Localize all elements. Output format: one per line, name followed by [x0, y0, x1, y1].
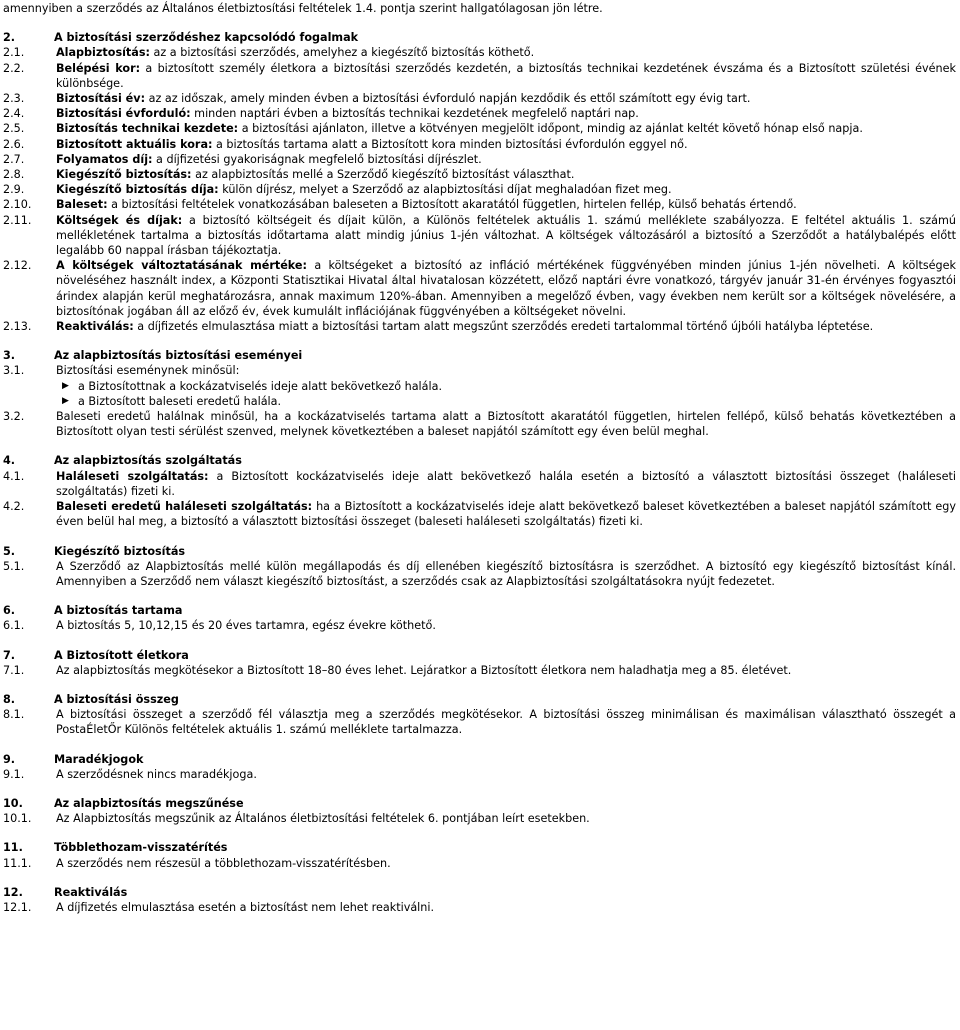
item-text: [56, 121, 956, 136]
item-text: [56, 258, 956, 319]
item-text: [56, 900, 956, 915]
item-number: 2.11.: [3, 213, 32, 227]
item-term: A költségek változtatásának mértéke:: [56, 259, 307, 273]
item-number: 2.6.: [3, 137, 25, 151]
section-title: Az alapbiztosítás szolgáltatás: [54, 454, 242, 468]
section-heading: [3, 453, 956, 468]
item-term: Alapbiztosítás:: [56, 46, 150, 60]
item-number: 2.12.: [3, 259, 32, 273]
clause-4-1: [3, 469, 956, 499]
item-body: a biztosított személy életkora a biztosítási szerződés kezdetén, a biztosítás technikai kezdetének évszáma és a Biztosított születési évének különbsége.: [56, 61, 956, 90]
item-number: 4.2.: [3, 500, 25, 514]
section-heading: [3, 840, 956, 855]
item-number: 4.1.: [3, 469, 25, 483]
section-title: Maradékjogok: [54, 752, 144, 766]
clause-2-8: [3, 167, 956, 182]
item-body: ha a Biztosított a kockázatviselés ideje alatt bekövetkező baleset következtében a baleset napjától számított egy éven belül hal meg, a biztosító a választott biztosítási összeget (baleseti haláleseti szolgáltatás) fizeti ki.: [56, 500, 956, 529]
section-title: A biztosítás tartama: [54, 604, 183, 618]
section-number: 12.: [3, 885, 23, 899]
item-text: [56, 409, 956, 439]
item-body: Biztosítási eseménynek minősül:: [56, 364, 240, 378]
clause-3-1: [3, 363, 956, 378]
clause-2-2: [3, 61, 956, 91]
item-term: Biztosítás technikai kezdete:: [56, 122, 239, 136]
item-body: külön díjrész, melyet a Szerződő az alapbiztosítási díjat meghaladóan fizet meg.: [218, 183, 672, 197]
item-number: 3.2.: [3, 410, 25, 424]
item-text: [56, 137, 956, 152]
item-term: Kiegészítő biztosítás:: [56, 168, 192, 182]
section-number: 8.: [3, 692, 16, 706]
item-body: a díjfizetési gyakoriságnak megfelelő biztosítási díjrészlet.: [152, 152, 482, 166]
item-body: az a biztosítási szerződés, amelyhez a kiegészítő biztosítás köthető.: [149, 46, 535, 60]
item-text: [56, 663, 956, 678]
item-body: Az Alapbiztosítás megszűnik az Általános életbiztosítási feltételek 6. pontjában leírt esetekben.: [56, 812, 590, 826]
item-text: [56, 152, 956, 167]
item-body: minden naptári évben a biztosítás technikai kezdetének megfelelő naptári nap.: [190, 107, 639, 121]
item-body: A díjfizetés elmulasztása esetén a biztosítást nem lehet reaktiválni.: [56, 900, 435, 914]
section-heading: [3, 30, 956, 45]
item-body: a biztosítási feltételek vonatkozásában baleseten a Biztosított akaratától független, hirtelen fellép, külső behatás értendő.: [107, 198, 797, 212]
clause-10-1: [3, 811, 956, 826]
section-title: Az alapbiztosítás biztosítási eseményei: [54, 349, 303, 363]
section-number: 7.: [3, 648, 16, 662]
section-heading: [3, 348, 956, 363]
clause-12-1: [3, 900, 956, 915]
item-text: [56, 167, 956, 182]
item-number: 2.10.: [3, 198, 32, 212]
item-text: [56, 197, 956, 212]
bullet-text: a Biztosított baleseti eredetű halála.: [78, 394, 282, 408]
item-text: [56, 707, 956, 737]
section-number: 11.: [3, 841, 23, 855]
item-text: [56, 363, 956, 378]
item-text: [56, 811, 956, 826]
item-text: [56, 61, 956, 91]
clause-2-12: [3, 258, 956, 319]
item-number: 10.1.: [3, 812, 32, 826]
item-number: 5.1.: [3, 559, 25, 573]
item-body: A szerződés nem részesül a többlethozam-visszatérítésben.: [56, 856, 391, 870]
clause-7-1: [3, 663, 956, 678]
section-12: [3, 885, 956, 915]
section-heading: [3, 796, 956, 811]
item-number: 2.8.: [3, 168, 25, 182]
item-number: 2.7.: [3, 152, 25, 166]
clause-2-10: [3, 197, 956, 212]
item-body: a díjfizetés elmulasztása miatt a biztosítási tartam alatt megszűnt szerződés eredeti tartalommal történő újbóli hatályba léptetése.: [133, 320, 874, 334]
clause-2-9: [3, 182, 956, 197]
clause-2-6: [3, 137, 956, 152]
item-number: 2.9.: [3, 183, 25, 197]
bullet-item: [3, 379, 956, 394]
item-number: 9.1.: [3, 767, 25, 781]
section-9: [3, 752, 956, 782]
item-term: Biztosított aktuális kora:: [56, 137, 213, 151]
sections-container: [3, 30, 956, 915]
clause-5-1: [3, 559, 956, 589]
section-7: [3, 648, 956, 678]
clause-3-2: [3, 409, 956, 439]
item-number: 2.2.: [3, 61, 25, 75]
item-body: a biztosító költségeit és díjait külön, a Különös feltételek aktuális 1. számú melléklete szabályozza. E feltétel aktuális 1. számú mellékletének tartalma a biztosítás időtartama alatt mindig június 1-jén változhat. A költségek változásáról a biztosító a Szerződőt a hatálybalépés előtt legalább 60 nappal írásban tájékoztatja.: [56, 213, 956, 258]
clause-2-13: [3, 319, 956, 334]
item-term: Biztosítási évforduló:: [56, 107, 191, 121]
item-body: az az időszak, amely minden évben a biztosítási évforduló napján kezdődik és ettől számított egy évig tart.: [145, 92, 751, 106]
clause-4-2: [3, 499, 956, 529]
item-number: 2.5.: [3, 122, 25, 136]
item-body: az alapbiztosítás mellé a Szerződő kiegészítő biztosítást választhat.: [191, 168, 575, 182]
item-text: [56, 499, 956, 529]
section-heading: [3, 752, 956, 767]
item-body: A biztosítási összeget a szerződő fél választja meg a szerződés megkötésekor. A biztosítási összeg minimálisan és maximálisan választható összegét a PostaÉletŐr Különös feltételek aktuális 1. számú melléklete tartalmazza.: [56, 708, 956, 737]
section-number: 3.: [3, 349, 16, 363]
item-number: 6.1.: [3, 619, 25, 633]
section-5: [3, 544, 956, 590]
section-title: Többlethozam-visszatérítés: [54, 841, 228, 855]
section-number: 10.: [3, 796, 23, 810]
section-heading: [3, 692, 956, 707]
item-term: Belépési kor:: [56, 61, 141, 75]
clause-6-1: [3, 618, 956, 633]
item-body: a költségeket a biztosító az infláció mértékének függvényében minden június 1-jén növelheti. A költségek növeléséhez használt index, a Központi Statisztikai Hivatal által hivatalosan közzétett, előző naptári évre vonatkozó, tárgyév január 31-én érvényes fogyasztói árindex alapján kerül meghatározásra, annak maximum 120%-ában. Amennyiben a megelőző évben, vagy években nem került sor a költségek növelésére, a biztosítónak jogában áll az előző év, évek kumulált inflációjának függvényében a költségeket növelni.: [56, 259, 957, 318]
item-number: 8.1.: [3, 708, 25, 722]
item-term: Költségek és díjak:: [56, 213, 183, 227]
clause-2-11: [3, 213, 956, 259]
item-text: [56, 767, 956, 782]
item-text: [56, 559, 956, 589]
item-number: 2.3.: [3, 92, 25, 106]
item-number: 3.1.: [3, 364, 25, 378]
clause-2-5: [3, 121, 956, 136]
item-number: 11.1.: [3, 856, 32, 870]
section-3: [3, 348, 956, 439]
item-body: a biztosítás tartama alatt a Biztosított kora minden biztosítási évfordulón eggyel nő.: [212, 137, 688, 151]
item-term: Folyamatos díj:: [56, 152, 153, 166]
item-term: Biztosítási év:: [56, 92, 146, 106]
item-number: 2.13.: [3, 320, 32, 334]
clause-8-1: [3, 707, 956, 737]
item-term: Baleseti eredetű haláleseti szolgáltatás:: [56, 500, 313, 514]
section-number: 6.: [3, 604, 16, 618]
item-body: a Biztosított kockázatviselés ideje alatt bekövetkező halála esetén a biztosító a választott biztosítási összeget (haláleseti szolgáltatás) fizeti ki.: [56, 469, 956, 498]
section-heading: [3, 603, 956, 618]
item-body: A Szerződő az Alapbiztosítás mellé külön megállapodás és díj ellenében kiegészítő biztosításra is szerződhet. A biztosító egy kiegészítő biztosítást kínál. Amennyiben a Szerződő nem választ kiegészítő biztosítást, a szerződés csak az Alapbiztosítási szolgáltatásokra nyújt fedezetet.: [56, 559, 956, 588]
section-4: [3, 453, 956, 529]
bullet-triangle-icon: ▶: [62, 395, 69, 406]
clause-2-3: [3, 91, 956, 106]
section-title: Kiegészítő biztosítás: [54, 544, 186, 558]
bullet-item: [3, 394, 956, 409]
item-term: Reaktiválás:: [56, 320, 134, 334]
clause-2-4: [3, 106, 956, 121]
item-text: [56, 182, 956, 197]
item-number: 12.1.: [3, 900, 32, 914]
section-2: [3, 30, 956, 334]
clause-11-1: [3, 856, 956, 871]
section-title: A Biztosított életkora: [54, 648, 189, 662]
intro-text: amennyiben a szerződés az Általános életbiztosítási feltételek 1.4. pontja szerint hallgatólagosan jön létre.: [3, 2, 603, 15]
section-heading: [3, 648, 956, 663]
item-term: Baleset:: [56, 198, 108, 212]
section-title: Reaktiválás: [54, 885, 128, 899]
item-text: [56, 319, 956, 334]
section-number: 9.: [3, 752, 16, 766]
section-number: 5.: [3, 544, 16, 558]
item-text: [56, 91, 956, 106]
section-11: [3, 840, 956, 870]
item-text: [56, 469, 956, 499]
item-body: Baleseti eredetű halálnak minősül, ha a kockázatviselés tartama alatt a Biztosított akaratától független, hirtelen fellépő, külső behatás következtében a Biztosított olyan testi sérülést szenved, melynek következtében a baleset napjától számított egy éven belül meghal.: [56, 410, 956, 439]
section-number: 2.: [3, 31, 16, 45]
section-number: 4.: [3, 454, 16, 468]
section-10: [3, 796, 956, 826]
item-text: [56, 213, 956, 259]
item-number: 2.4.: [3, 107, 25, 121]
item-body: A szerződésnek nincs maradékjoga.: [56, 767, 257, 781]
item-body: Az alapbiztosítás megkötésekor a Biztosított 18–80 éves lehet. Lejáratkor a Biztosított életkora nem haladhatja meg a 85. életévet.: [56, 663, 792, 677]
item-text: [56, 618, 956, 633]
clause-2-1: [3, 45, 956, 60]
item-body: A biztosítás 5, 10,12,15 és 20 éves tartamra, egész évekre köthető.: [56, 619, 436, 633]
item-term: Haláleseti szolgáltatás:: [56, 469, 209, 483]
item-body: a biztosítási ajánlaton, illetve a kötvényen megjelölt időpont, mindig az ajánlat keltét követő hónap első napja.: [238, 122, 863, 136]
clause-2-7: [3, 152, 956, 167]
item-text: [56, 106, 956, 121]
bullet-triangle-icon: ▶: [62, 380, 69, 391]
bullet-text: a Biztosítottnak a kockázatviselés ideje alatt bekövetkező halála.: [78, 379, 443, 393]
item-number: 7.1.: [3, 663, 25, 677]
section-title: Az alapbiztosítás megszűnése: [54, 796, 244, 810]
section-heading: [3, 544, 956, 559]
item-text: [56, 45, 956, 60]
clause-9-1: [3, 767, 956, 782]
item-term: Kiegészítő biztosítás díja:: [56, 183, 219, 197]
section-8: [3, 692, 956, 738]
section-title: A biztosítási szerződéshez kapcsolódó fogalmak: [54, 31, 359, 45]
section-heading: [3, 885, 956, 900]
item-number: 2.1.: [3, 46, 25, 60]
item-text: [56, 856, 956, 871]
section-6: [3, 603, 956, 633]
section-title: A biztosítási összeg: [54, 692, 179, 706]
